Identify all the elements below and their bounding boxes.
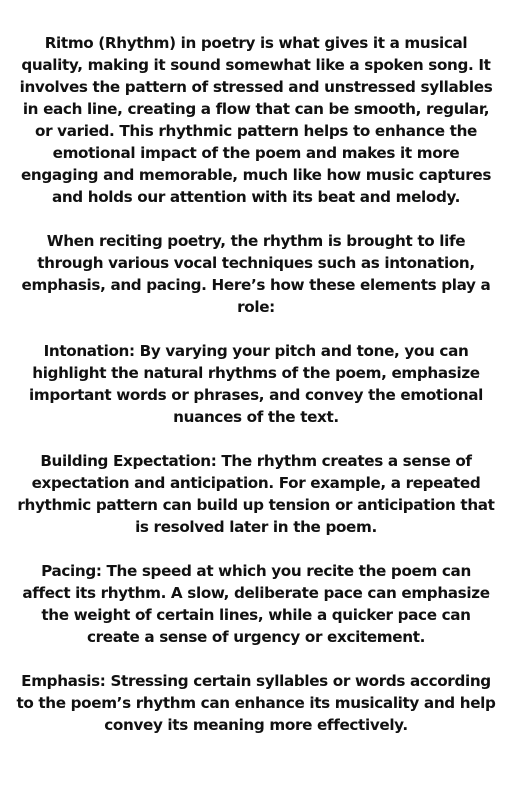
emphasis-paragraph: Emphasis: Stressing certain syllables or words according to the poem’s rhythm can enhance its musicality and help convey its meaning more effectively. bbox=[16, 672, 496, 734]
intro-paragraph: Ritmo (Rhythm) in poetry is what gives it a musical quality, making it sound somewhat like a spoken song. It involves the pattern of stressed and unstressed syllables in each line, creating a flow that can be smooth, regular, or varied. This rhythmic pattern helps to enhance the emotional impact of the poem and makes it more engaging and memorable, much like how music captures and holds our attention with its beat and melody. bbox=[19, 34, 493, 206]
pacing-paragraph: Pacing: The speed at which you recite the poem can affect its rhythm. A slow, deliberate pace can emphasize the weight of certain lines, while a quicker pace can create a sense of urgency or excitement. bbox=[22, 562, 490, 646]
intonation-paragraph: Intonation: By varying your pitch and tone, you can highlight the natural rhythms of the poem, emphasize important words or phrases, and convey the emotional nuances of the text. bbox=[29, 342, 483, 426]
building-expectation-paragraph: Building Expectation: The rhythm creates a sense of expectation and anticipation. For example, a repeated rhythmic pattern can build up tension or anticipation that is resolved later in the poem. bbox=[17, 452, 495, 536]
lead-paragraph: When reciting poetry, the rhythm is brought to life through various vocal techniques such as intonation, emphasis, and pacing. Here’s how these elements play a role: bbox=[21, 232, 491, 316]
